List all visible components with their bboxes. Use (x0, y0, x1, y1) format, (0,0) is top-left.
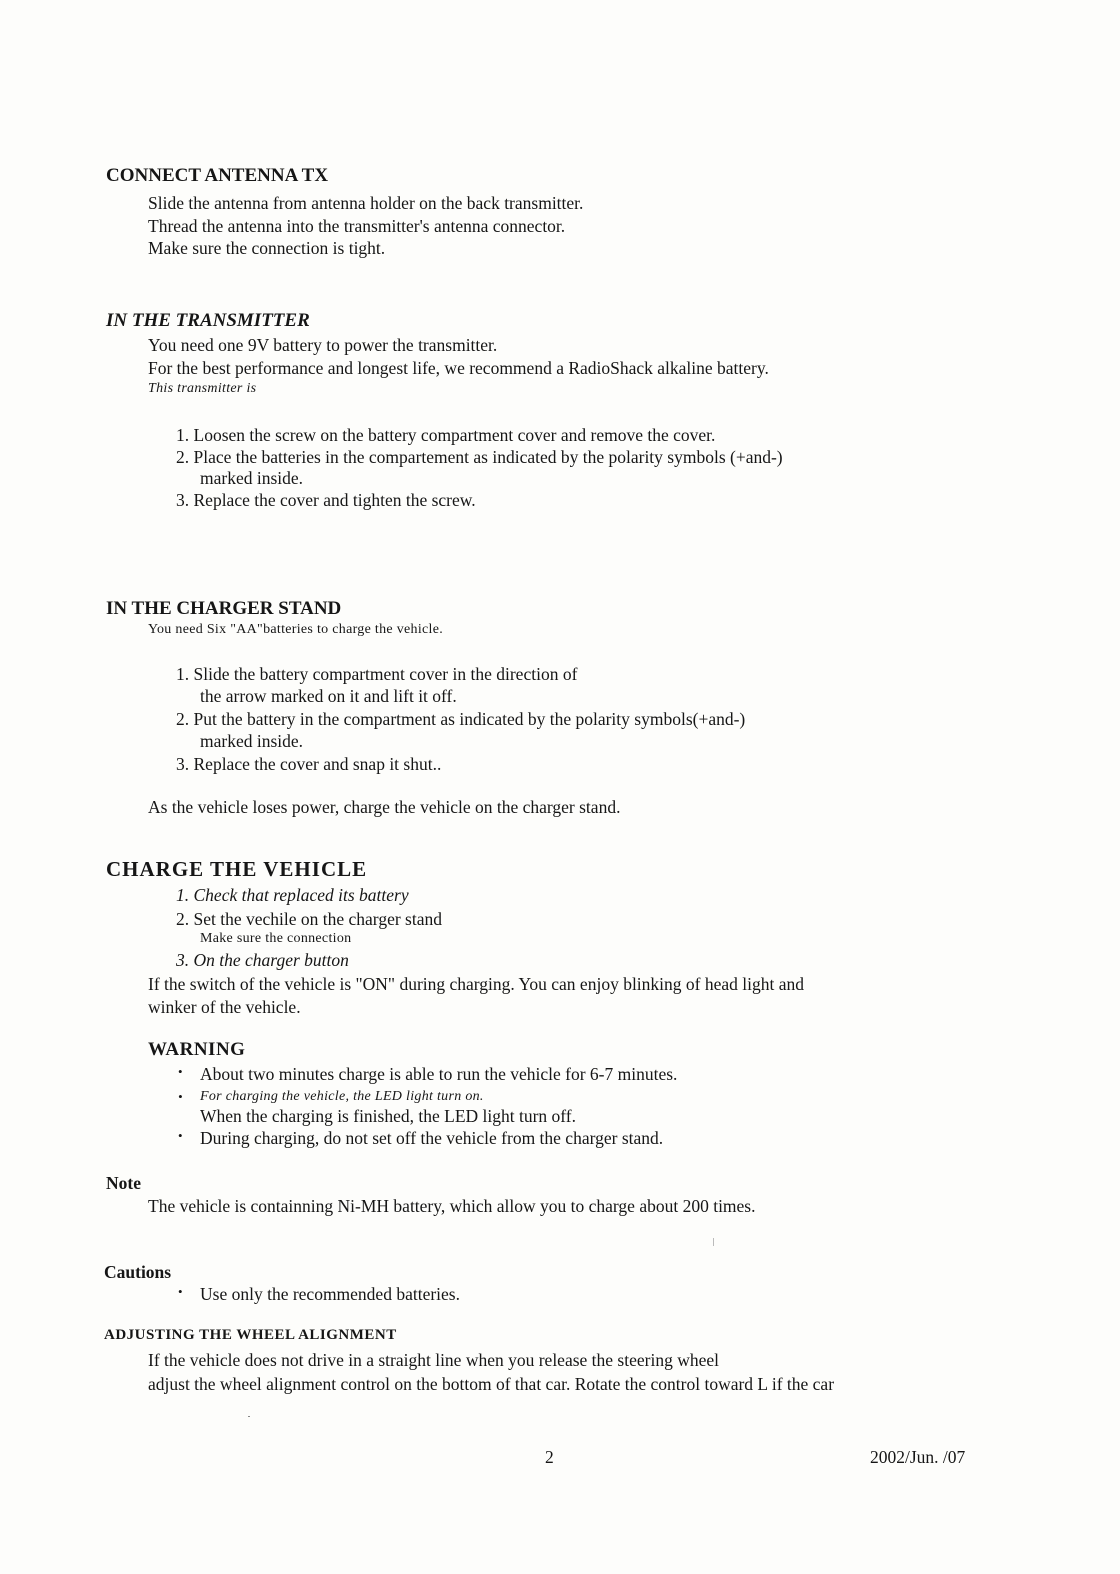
text-line: You need one 9V battery to power the transmitter. (148, 335, 498, 355)
text-line: If the switch of the vehicle is "ON" during charging. You can enjoy blinking of head light and (148, 974, 804, 994)
bullet-item: • During charging, do not set off the vehicle from the charger stand. (200, 1128, 663, 1149)
list-item-continuation: marked inside. (200, 468, 304, 488)
list-item: 3. On the charger button (176, 950, 349, 970)
list-item: 2. Set the vechile on the charger stand (176, 909, 442, 929)
text-line: You need Six "AA"batteries to charge the vehicle. (148, 622, 444, 637)
list-item: 1. Check that replaced its battery (176, 885, 409, 905)
list-item: 3. Replace the cover and snap it shut.. (176, 754, 442, 774)
bullet-item: • For charging the vehicle, the LED light turn on. (200, 1089, 484, 1105)
text-line: As the vehicle loses power, charge the vehicle on the charger stand. (148, 797, 621, 817)
list-item: 2. Place the batteries in the compartement as indicated by the polarity symbols (+and-) (176, 447, 783, 467)
bullet-item-continuation: When the charging is finished, the LED light turn off. (200, 1106, 577, 1126)
text-line: Make sure the connection is tight. (148, 238, 386, 258)
list-item-continuation: marked inside. (200, 731, 304, 751)
section-heading-warning: WARNING (148, 1039, 246, 1060)
text-line: adjust the wheel alignment control on the bottom of that car. Rotate the control toward L if the car (148, 1374, 835, 1394)
section-heading-charge-vehicle: CHARGE THE VEHICLE (106, 857, 368, 881)
section-heading-wheel-alignment: ADJUSTING THE WHEEL ALIGNMENT (104, 1327, 397, 1343)
footer-date: 2002/Jun. /07 (870, 1447, 966, 1467)
section-heading-cautions: Cautions (104, 1262, 172, 1282)
page-number: 2 (545, 1447, 554, 1467)
bullet-item: • Use only the recommended batteries. (200, 1284, 460, 1305)
scan-artifact (713, 1238, 714, 1246)
section-heading-charger-stand: IN THE CHARGER STAND (106, 598, 342, 619)
text-line: The vehicle is containning Ni-MH battery, which allow you to charge about 200 times. (148, 1196, 756, 1216)
list-item: 1. Slide the battery compartment cover in the direction of (176, 664, 578, 684)
list-item: 2. Put the battery in the compartment as indicated by the polarity symbols(+and-) (176, 709, 746, 729)
list-item: 1. Loosen the screw on the battery compartment cover and remove the cover. (176, 425, 716, 445)
section-heading-note: Note (106, 1173, 141, 1193)
text-line: This transmitter is (148, 381, 257, 396)
text-line: For the best performance and longest life, we recommend a RadioShack alkaline battery. (148, 358, 769, 378)
text-line: Slide the antenna from antenna holder on the back transmitter. (148, 193, 584, 213)
bullet-item: • About two minutes charge is able to run the vehicle for 6-7 minutes. (200, 1064, 677, 1085)
scan-artifact (248, 1416, 250, 1417)
list-item-continuation: the arrow marked on it and lift it off. (200, 686, 457, 706)
text-line: If the vehicle does not drive in a straight line when you release the steering wheel (148, 1350, 719, 1370)
text-line: winker of the vehicle. (148, 997, 301, 1017)
text-line: Thread the antenna into the transmitter's antenna connector. (148, 216, 566, 236)
list-item: 3. Replace the cover and tighten the screw. (176, 490, 476, 510)
list-item-continuation: Make sure the connection (200, 931, 352, 946)
section-heading-connect-antenna: CONNECT ANTENNA TX (106, 165, 329, 186)
section-heading-transmitter: IN THE TRANSMITTER (106, 310, 310, 331)
